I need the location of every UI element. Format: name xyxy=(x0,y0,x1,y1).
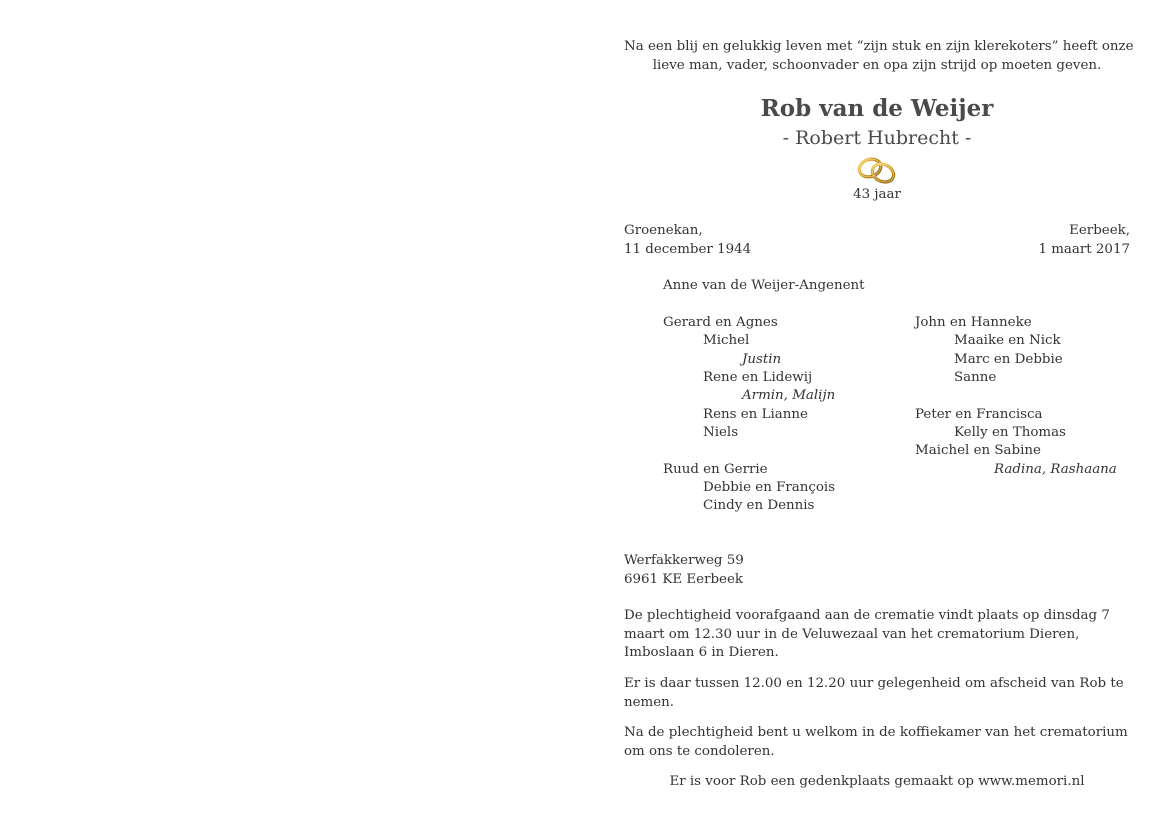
family-right-g1-parents: John en Hanneke xyxy=(915,315,1032,330)
family-left-g2-child-1: Debbie en François xyxy=(703,480,836,495)
birth-date: 11 december 1944 xyxy=(624,242,752,257)
spouse-name: Anne van de Weijer-Angenent xyxy=(663,278,865,293)
intro-line-2: lieve man, vader, schoonvader en opa zijn strijd op moeten geven. xyxy=(652,58,1102,73)
death-date: 1 maart 2017 xyxy=(1038,242,1130,257)
intro-line-1: Na een blij en gelukkig leven met “zijn stuk en zijn klerekoters” heeft onze xyxy=(624,39,1134,54)
family-right-g1-child-2: Marc en Debbie xyxy=(954,352,1063,367)
deceased-full-name: - Robert Hubrecht - xyxy=(782,127,972,149)
family-left-g2-child-2: Cindy en Dennis xyxy=(703,498,815,513)
deceased-name: Rob van de Weijer xyxy=(760,95,994,122)
family-left-g1-child-2: Rene en Lidewij xyxy=(703,370,813,385)
family-right-g1-child-1: Maaike en Nick xyxy=(954,333,1061,348)
address-city: 6961 KE Eerbeek xyxy=(624,572,744,587)
family-right-g2-grandchildren: Radina, Rashaana xyxy=(994,462,1117,477)
family-right-g1-child-3: Sanne xyxy=(954,370,997,385)
wedding-rings-icon xyxy=(856,154,898,186)
death-place: Eerbeek, xyxy=(1069,223,1130,238)
ceremony-paragraph-1: De plechtigheid voorafgaand aan de crematie vindt plaats op dinsdag 7 maart om 12.30 uur in de Veluwezaal van het crematorium Dieren, Imboslaan 6 in Dieren. xyxy=(624,608,1110,660)
family-left-g1-grandchildren-2: Armin, Malijn xyxy=(742,388,836,403)
family-right-g2-parents: Peter en Francisca xyxy=(915,407,1043,422)
ceremony-paragraph-2: Er is daar tussen 12.00 en 12.20 uur gelegenheid om afscheid van Rob te nemen. xyxy=(624,676,1124,710)
family-left-g1-parents: Gerard en Agnes xyxy=(663,315,778,330)
family-left-g2-parents: Ruud en Gerrie xyxy=(663,462,768,477)
family-left-g1-child-4: Niels xyxy=(703,425,739,440)
marriage-years: 43 jaar xyxy=(853,187,901,202)
memorial-link-text: Er is voor Rob een gedenkplaats gemaakt op www.memori.nl xyxy=(669,774,1085,789)
family-left-g1-grandchildren-1: Justin xyxy=(742,352,782,367)
family-left-g1-child-1: Michel xyxy=(703,333,750,348)
birth-place: Groenekan, xyxy=(624,223,703,238)
ceremony-paragraph-3: Na de plechtigheid bent u welkom in de koffiekamer van het crematorium om ons te condoleren. xyxy=(624,725,1128,759)
address-street: Werfakkerweg 59 xyxy=(624,553,744,568)
intro-text xyxy=(624,37,1134,75)
family-right-g2-child-2: Maichel en Sabine xyxy=(915,443,1041,458)
family-right-g2-child-1: Kelly en Thomas xyxy=(954,425,1066,440)
family-left-g1-child-3: Rens en Lianne xyxy=(703,407,808,422)
